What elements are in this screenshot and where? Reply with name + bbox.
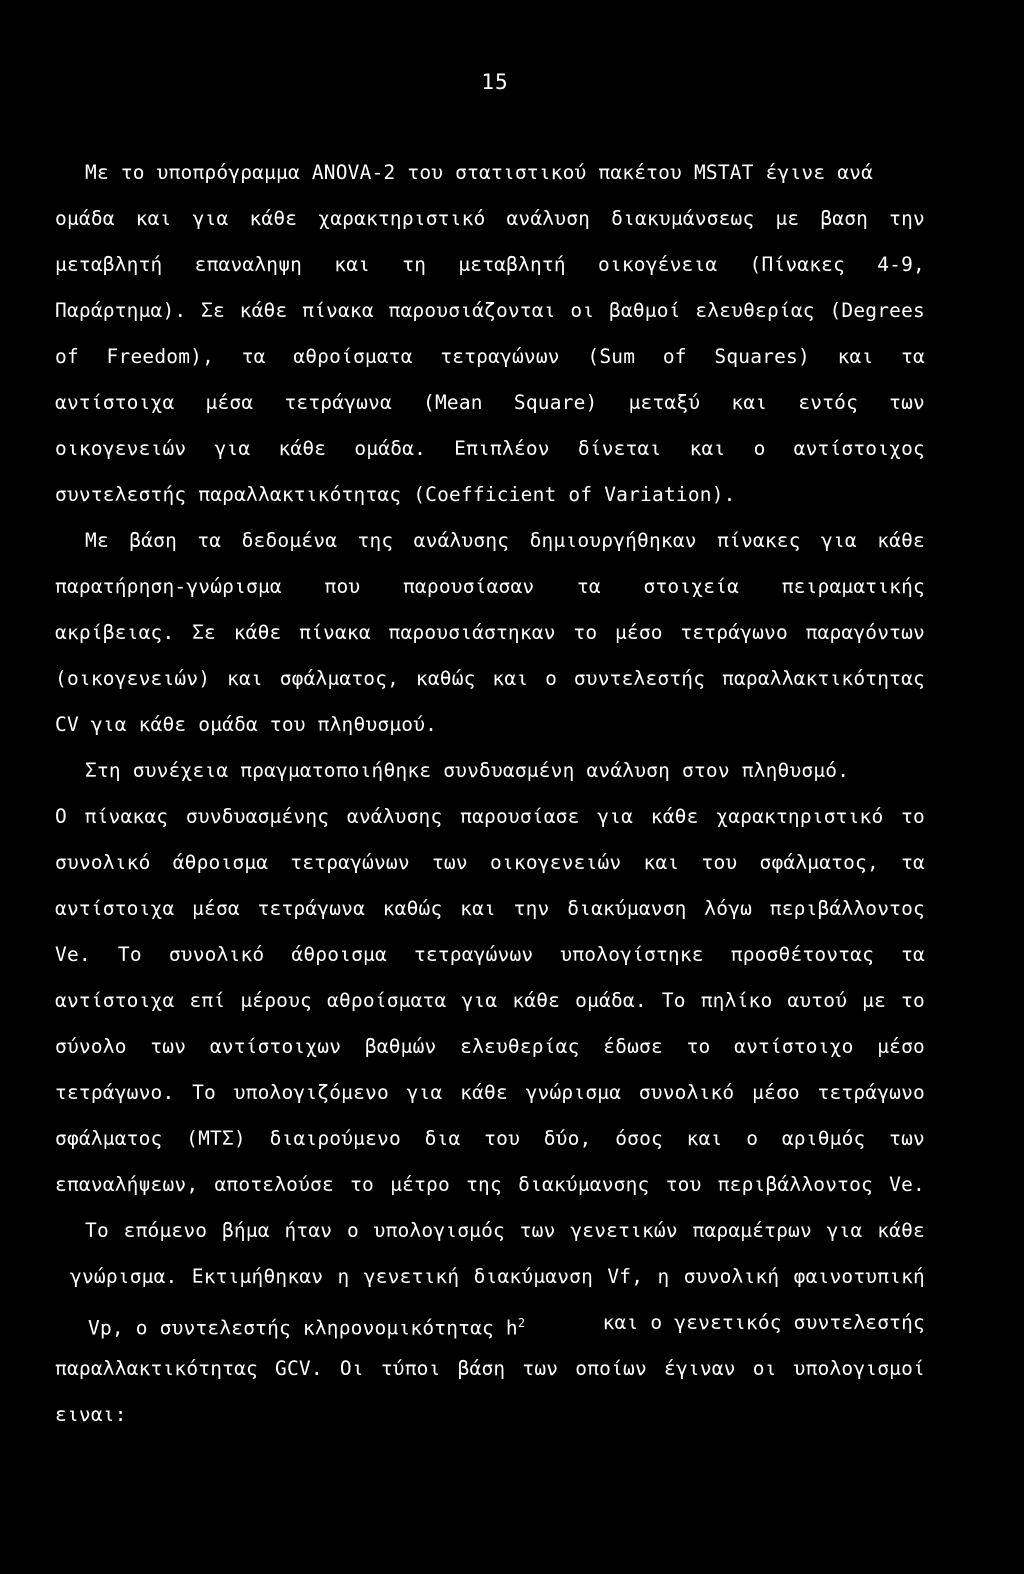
paragraph-5-line-5: ειναι:: [55, 1403, 127, 1426]
paragraph-2-line-5: CV για κάθε ομάδα του πληθυσμού.: [55, 713, 438, 736]
paragraph-1-line-1: Με το υποπρόγραμμα ANOVA-2 του στατιστικού πακέτου MSTAT έγινε ανά: [85, 161, 874, 184]
paragraph-1-line-5: of Freedom), τα αθροίσματα τετραγώνων (Sum of Squares) και τα: [55, 345, 925, 368]
paragraph-5-line-2: γνώρισμα. Εκτιμήθηκαν η γενετική διακύμανση Vf, η συνολική φαινοτυπική: [70, 1265, 925, 1288]
paragraph-2-line-4: (οικογενειών) και σφάλματος, καθώς και ο συντελεστής παραλλακτικότητας: [55, 667, 925, 690]
paragraph-4-line-3: αντίστοιχα μέσα τετράγωνα καθώς και την διακύμανση λόγω περιβάλλοντος: [55, 897, 925, 920]
paragraph-4-line-9: επαναλήψεων, αποτελούσε το μέτρο της διακύμανσης του περιβάλλοντος Ve.: [55, 1173, 925, 1196]
paragraph-1-line-3: μεταβλητή επαναληψη και τη μεταβλητή οικογένεια (Πίνακες 4-9,: [55, 253, 925, 276]
paragraph-4-line-1: Ο πίνακας συνδυασμένης ανάλυσης παρουσίασε για κάθε χαρακτηριστικό το: [55, 805, 925, 828]
page-number: 15: [481, 70, 509, 94]
paragraph-5-line-4: παραλλακτικότητας GCV. Οι τύποι βάση των οποίων έγιναν οι υπολογισμοί: [55, 1357, 925, 1380]
paragraph-2-line-3: ακρίβειας. Σε κάθε πίνακα παρουσιάστηκαν το μέσο τετράγωνο παραγόντων: [55, 621, 925, 644]
paragraph-3-line-1: Στη συνέχεια πραγματοποιήθηκε συνδυασμένη ανάλυση στον πληθυσμό.: [85, 759, 850, 782]
paragraph-1-line-7: οικογενειών για κάθε ομάδα. Επιπλέον δίνεται και ο αντίστοιχος: [55, 437, 925, 460]
paragraph-4-line-7: τετράγωνο. Το υπολογιζόμενο για κάθε γνώρισμα συνολικό μέσο τετράγωνο: [55, 1081, 925, 1104]
paragraph-5-line-3-end: και ο γενετικός συντελεστής: [602, 1311, 925, 1334]
paragraph-5-line-1: Το επόμενο βήμα ήταν ο υπολογισμός των γενετικών παραμέτρων για κάθε: [85, 1219, 925, 1242]
paragraph-4-line-5: αντίστοιχα επί μέρους αθροίσματα για κάθε ομάδα. Το πηλίκο αυτού με το: [55, 989, 925, 1012]
paragraph-4-line-6: σύνολο των αντίστοιχων βαθμών ελευθερίας έδωσε το αντίστοιχο μέσο: [55, 1035, 925, 1058]
paragraph-1-line-4: Παράρτημα). Σε κάθε πίνακα παρουσιάζονται οι βαθμοί ελευθερίας (Degrees: [55, 299, 925, 322]
paragraph-1-line-6: αντίστοιχα μέσα τετράγωνα (Mean Square) μεταξύ και εντός των: [55, 391, 925, 414]
paragraph-5-line-3: [88, 1310, 925, 1342]
heritability-text: Vp, ο συντελεστής κληρονομικότητας $h^2$: [88, 1316, 526, 1340]
paragraph-4-line-4: Ve. Το συνολικό άθροισμα τετραγώνων υπολογίστηκε προσθέτοντας τα: [55, 943, 925, 966]
paragraph-1-line-2: ομάδα και για κάθε χαρακτηριστικό ανάλυση διακυμάνσεως με βαση την: [55, 207, 925, 230]
paragraph-2-line-2: παρατήρηση-γνώρισμα που παρουσίασαν τα στοιχεία πειραματικής: [55, 575, 925, 598]
paragraph-1-line-8: συντελεστής παραλλακτικότητας (Coefficient of Variation).: [55, 483, 736, 506]
superscript-2: 2: [517, 1316, 526, 1330]
paragraph-2-line-1: Με βάση τα δεδομένα της ανάλυσης δημιουργήθηκαν πίνακες για κάθε: [85, 529, 925, 552]
paragraph-4-line-2: συνολικό άθροισμα τετραγώνων των οικογενειών και του σφάλματος, τα: [55, 851, 925, 874]
paragraph-4-line-8: σφάλματος (ΜΤΣ) διαιρούμενο δια του δύο, όσος και ο αριθμός των: [55, 1127, 925, 1150]
